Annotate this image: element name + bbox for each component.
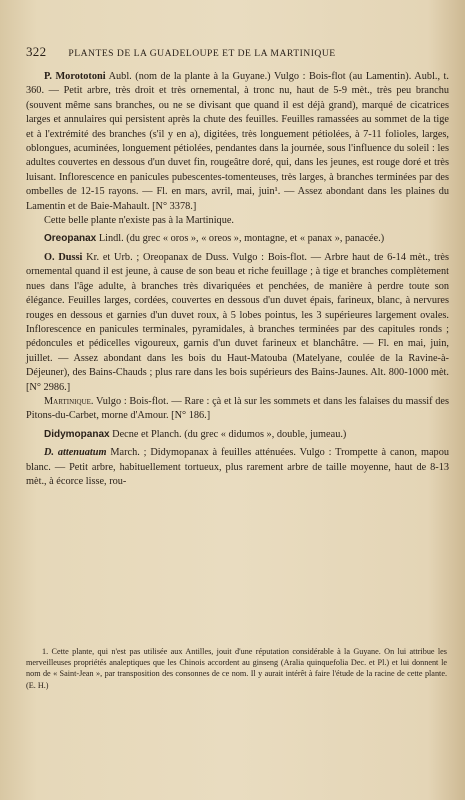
paragraph-morototoni bbox=[26, 70, 449, 214]
footnote-1: 1. Cette plante, qui n'est pas utilisée aux Antilles, jouit d'une réputation considérable à la Guyane. On lui attribue les merveilleuses propriétés analeptiques que les Chinois accordent au ginseng (Aralia quinquefolia Dec. et Pl.) et lui donnent le nom de « Saint-Jean », par transposition des consonnes de ce nom. Il y aurait intérêt à faire l'étude de la racine de cette plante. (E. H.) bbox=[26, 647, 447, 690]
paragraph-genus-oreopanax bbox=[26, 232, 449, 246]
paragraph-note bbox=[26, 214, 449, 228]
body-text bbox=[26, 70, 449, 489]
species-name: D. attenuatum bbox=[44, 447, 107, 459]
paragraph-dussi bbox=[26, 251, 449, 395]
species-name: P. Morototoni bbox=[44, 71, 106, 82]
region-name: Martinique. bbox=[44, 395, 94, 407]
species-name: O. Dussi bbox=[44, 251, 83, 263]
page-number: 322 bbox=[26, 44, 47, 59]
paragraph-text: March. ; Didymopanax à feuilles atténuées. Vulgo : Trompette à canon, mapou blanc. — Petit arbre, habituellement tortueux, plus rarement arbre de taille moyenne, haut de 8-13 mèt., à écorce lisse, rou- bbox=[26, 447, 449, 487]
paragraph-attenuatum bbox=[26, 446, 449, 489]
running-title: PLANTES DE LA GUADELOUPE ET DE LA MARTINIQUE bbox=[68, 48, 336, 59]
genus-name: Oreopanax bbox=[44, 233, 97, 245]
footnotes bbox=[26, 646, 447, 691]
page-header bbox=[26, 44, 449, 60]
paragraph-text: Decne et Planch. (du grec « didumos », double, jumeau.) bbox=[109, 428, 347, 440]
paragraph-martinique bbox=[26, 395, 449, 424]
paragraph-text: Vulgo : Bois-flot. — Rare : çà et là sur les sommets et dans les falaises du massif des Pitons-du-Carbet, morne d'Amour. [N° 186.] bbox=[26, 395, 449, 422]
paragraph-text: Lindl. (du grec « oros », « oreos », montagne, et « panax », panacée.) bbox=[96, 233, 385, 245]
genus-name: Didymopanax bbox=[44, 428, 110, 440]
paragraph-text: Cette belle plante n'existe pas à la Martinique. bbox=[44, 215, 234, 227]
paragraph-text: Kr. et Urb. ; Oreopanax de Duss. Vulgo : Bois-flot. — Arbre haut de 6-14 mèt., très ornemental quand il est jeune, à cause de son beau et riche feuillage ; à tige et branches complètement nues dans l'âge adulte, à branches très divariquées et penchées, de manière à perdre toute son élégance. Feuilles larges, cordées, couvertes en dessous d'un duvet épais, farineux, blanc, à nervures rouges en dessous et garnies d'un duvet roux, à 5 lobes pointus, les 3 supérieures largement ovales. Inflorescence en panicules terminales, pyramidales, à branches terminées par des capitules ronds ; pédoncules et pédicelles vigoureux, garnis d'un duvet farineux et blanchâtre. — Fl. en mai, juin, juillet. — Assez abondant dans les bois du Haut-Matouba (Matelyane, coulée de la Ravine-à-Déjeuner), des Bains-Chauds ; plus rare dans les bois supérieurs des Bains-Jaunes. Alt. 800-1000 mèt. [N° 2986.] bbox=[26, 251, 449, 393]
paragraph-genus-didymopanax bbox=[26, 428, 449, 442]
paragraph-text: Aubl. (nom de la plante à la Guyane.) Vulgo : Bois-flot (au Lamentin). Aubl., t. 360. — Petit arbre, très droit et très ornemental, à tronc nu, haut de 5-9 mèt., très peu branchu (souvent même sans branches, ou ne se divisant que quand il est déjà grand), marqué de cicatrices larges et annulaires qui persistent après la chute des feuilles. Feuilles ramassées au sommet de la tige et à l'extrémité des branches (s'il y en a), digitées, très longuement pétiolées, à 7-11 folioles, larges, oblongues, acuminées, longuement pétiolées, pendantes dans la journée, sous l'influence du soleil : les adultes couvertes en dessous d'un duvet fin, rougeâtre doré, qui, dans les jeunes, est rouge doré et très luisant. Inflorescence en panicules pubescentes-tomenteuses, très larges, à branches terminées par des ombelles de 12-15 rayons. — Fl. en mars, avril, mai, juin¹. — Assez abondant dans les plaines du Lamentin et de Baie-Mahault. [N° 3378.] bbox=[26, 71, 449, 212]
